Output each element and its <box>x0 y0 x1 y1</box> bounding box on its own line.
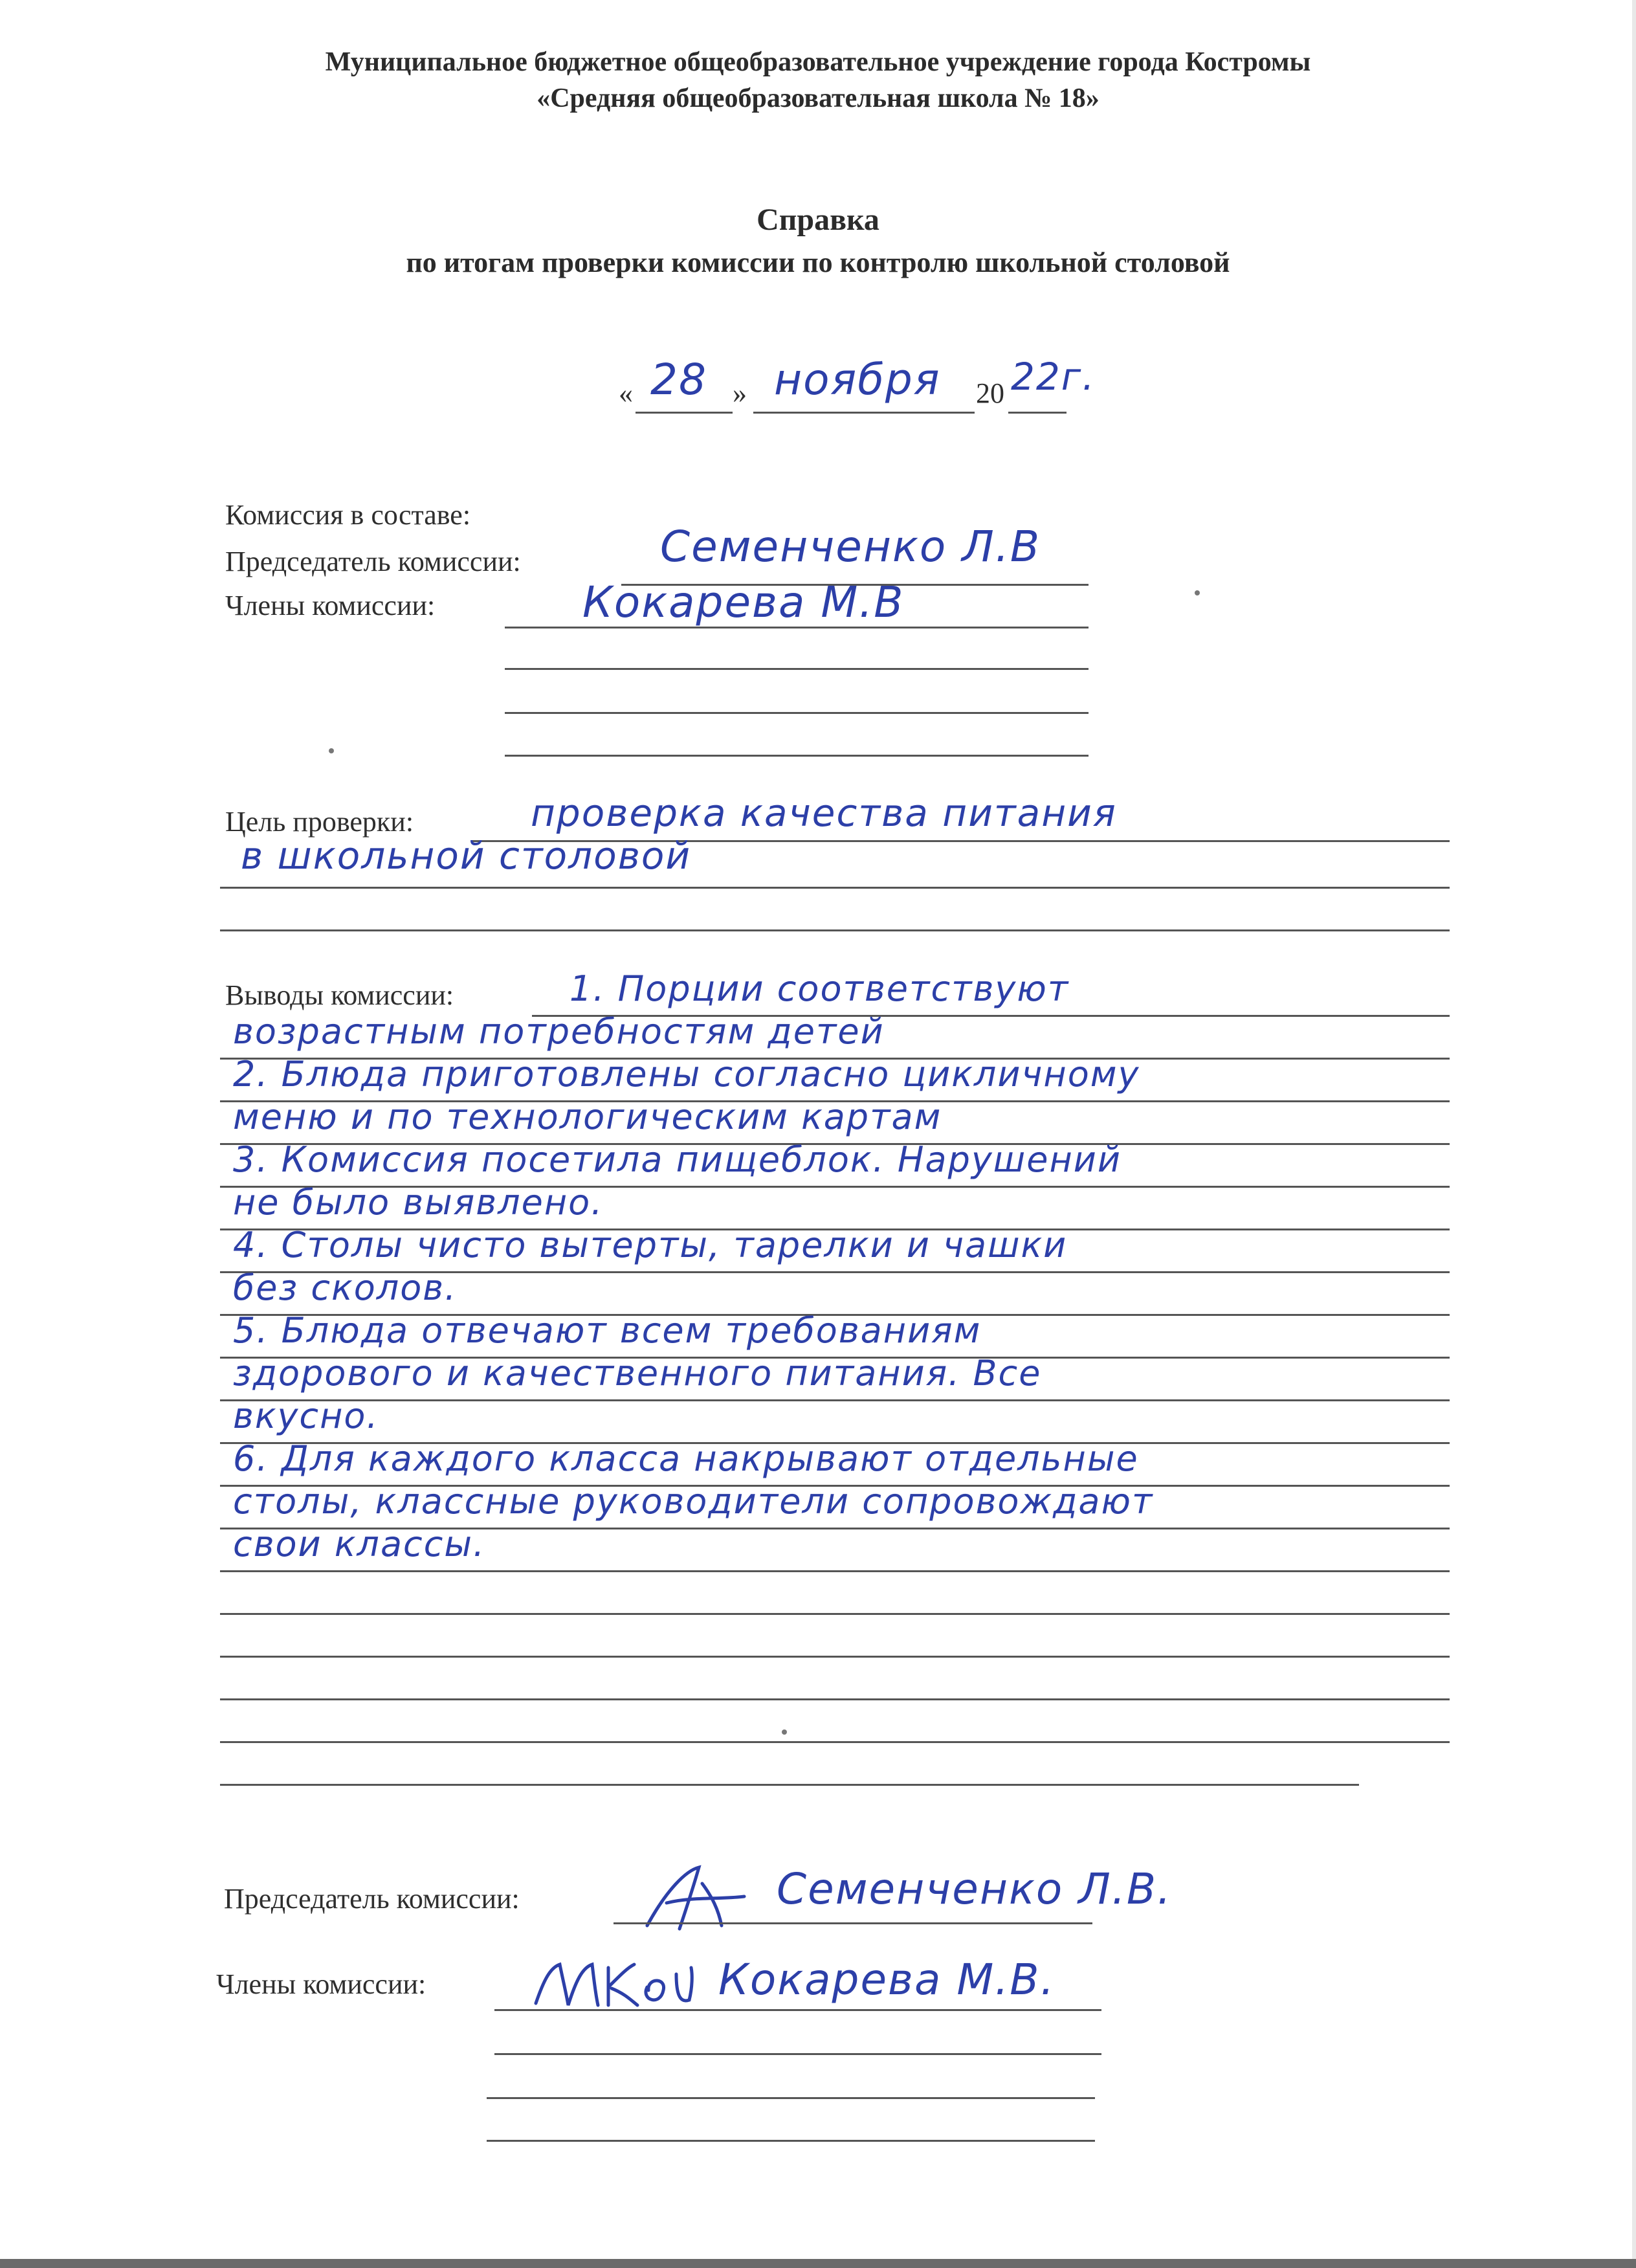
scan-speck <box>1195 590 1200 595</box>
document-title: Справка <box>757 203 879 237</box>
signature-chair-value: Семенченко Л.В. <box>777 1864 1173 1914</box>
purpose-line2: в школьной столовой <box>241 834 692 878</box>
chair-label: Председатель комиссии: <box>225 546 521 577</box>
members-value: Кокарева М.В <box>582 577 905 627</box>
members-label: Члены комиссии: <box>225 590 436 621</box>
date-year-prefix: 20 <box>976 377 1004 409</box>
scan-speck <box>782 1729 787 1735</box>
purpose-label: Цель проверки: <box>225 806 414 838</box>
scan-speck <box>329 748 334 753</box>
conclusion-line: 5. Блюда отвечают всем требованиям <box>233 1310 982 1351</box>
conclusion-line: 3. Комиссия посетила пищеблок. Нарушений <box>233 1139 1122 1180</box>
chair-signature-mark <box>641 1864 751 1935</box>
date-month: ноября <box>774 355 941 405</box>
chair-value: Семенченко Л.В <box>660 522 1041 572</box>
purpose-line1: проверка качества питания <box>531 791 1117 835</box>
school-name-line1: Муниципальное бюджетное общеобразовательное учреждение города Костромы <box>325 47 1311 77</box>
signature-members-label: Члены комиссии: <box>216 1968 426 2000</box>
date-close-quote: » <box>733 377 747 409</box>
school-name-line2: «Средняя общеобразовательная школа № 18» <box>536 83 1100 113</box>
scan-edge-right <box>1632 0 1636 2268</box>
conclusions-label: Выводы комиссии: <box>225 979 454 1011</box>
date-day: 28 <box>650 355 707 405</box>
date-open-quote: « <box>619 377 633 409</box>
conclusion-line: не было выявлено. <box>233 1182 604 1223</box>
conclusion-line: столы, классные руководители сопровождают <box>233 1481 1154 1522</box>
signature-chair-label: Председатель комиссии: <box>224 1883 520 1915</box>
conclusion-line: свои классы. <box>233 1524 486 1564</box>
conclusion-line: меню и по технологическим картам <box>233 1096 942 1137</box>
scan-edge-bottom <box>0 2259 1636 2268</box>
signature-members-value: Кокарева М.В. <box>718 1955 1056 2005</box>
conclusion-line: здорового и качественного питания. Все <box>233 1353 1042 1394</box>
date-year-suffix: 22г. <box>1011 355 1096 399</box>
conclusion-line: 2. Блюда приготовлены согласно цикличному <box>233 1054 1140 1095</box>
conclusion-line: 4. Столы чисто вытерты, тарелки и чашки <box>233 1225 1068 1265</box>
conclusion-line: без сколов. <box>233 1267 458 1308</box>
conclusion-line: возрастным потребностям детей <box>233 1011 885 1052</box>
conclusion-line: 6. Для каждого класса накрывают отдельные <box>233 1438 1139 1479</box>
conclusion-line: 1. Порции соответствуют <box>569 968 1070 1009</box>
document-subtitle: по итогам проверки комиссии по контролю школьной столовой <box>406 247 1230 278</box>
conclusion-line: вкусно. <box>233 1395 379 1436</box>
commission-composition-label: Комиссия в составе: <box>225 499 471 531</box>
member-signature-mark <box>531 1955 699 2013</box>
